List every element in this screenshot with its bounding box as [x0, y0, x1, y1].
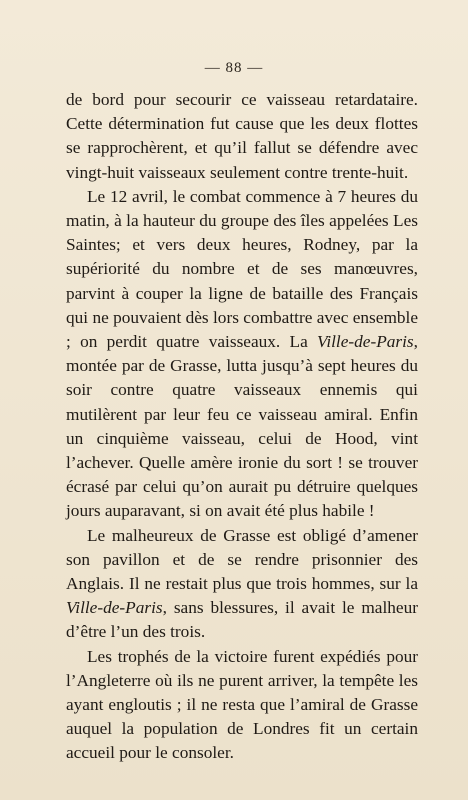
- paragraph-3-text-1: Le malheureux de Grasse est obligé d’amener son pavillon et de se rendre prisonnier des Anglais. Il ne restait plus que trois hommes, sur la: [66, 525, 418, 594]
- paragraph-1: [66, 88, 418, 185]
- paragraph-2-text-1: Le 12 avril, le combat commence à 7 heures du matin, à la hauteur du groupe des îles appelées Les Saintes; et vers deux heures, Rodney, par la supériorité du nombre et de ses manœuvres, parvint à couper la ligne de bataille des Français qui ne pouvaient dès lors combattre avec ensemble ; on perdit quatre vaisseaux. La: [66, 186, 418, 352]
- paragraph-3: [66, 524, 418, 645]
- paragraph-2-text-2: , montée par de Grasse, lutta jusqu’à sept heures du soir contre quatre vaisseaux ennemis qui mutilèrent par leur feu ce vaisseau amiral. Enfin un cinquième vaisseau, celui de Hood, vint l’achever. Quelle amère ironie du sort ! se trouver écrasé par celui qu’on aurait pu détruire quelques jours auparavant, si on avait été plus habile !: [66, 332, 418, 521]
- paragraph-3-text-2: , sans blessures, il avait le malheur d’être l’un des trois.: [66, 598, 418, 642]
- page-number: — 88 —: [204, 60, 264, 76]
- paragraph-4-text: Les trophés de la victoire furent expédiés pour l’Angleterre où ils ne purent arriver, la tempête les ayant engloutis ; il ne resta que l’amiral de Grasse auquel la population de Londres fit un certain accueil pour le consoler.: [66, 646, 418, 763]
- paragraph-2: [66, 185, 418, 524]
- ship-name-ville-de-paris: Ville-de-Paris: [66, 598, 163, 618]
- paragraph-1-text: de bord pour secourir ce vaisseau retardataire. Cette détermination fut cause que les deux flottes se rapprochèrent, et qu’il fallut se défendre avec vingt-huit vaisseaux seulement contre trente-huit.: [66, 90, 418, 182]
- ship-name-ville-de-paris: Ville-de-Paris: [317, 332, 414, 352]
- body-text: [66, 88, 418, 766]
- paragraph-4: [66, 645, 418, 766]
